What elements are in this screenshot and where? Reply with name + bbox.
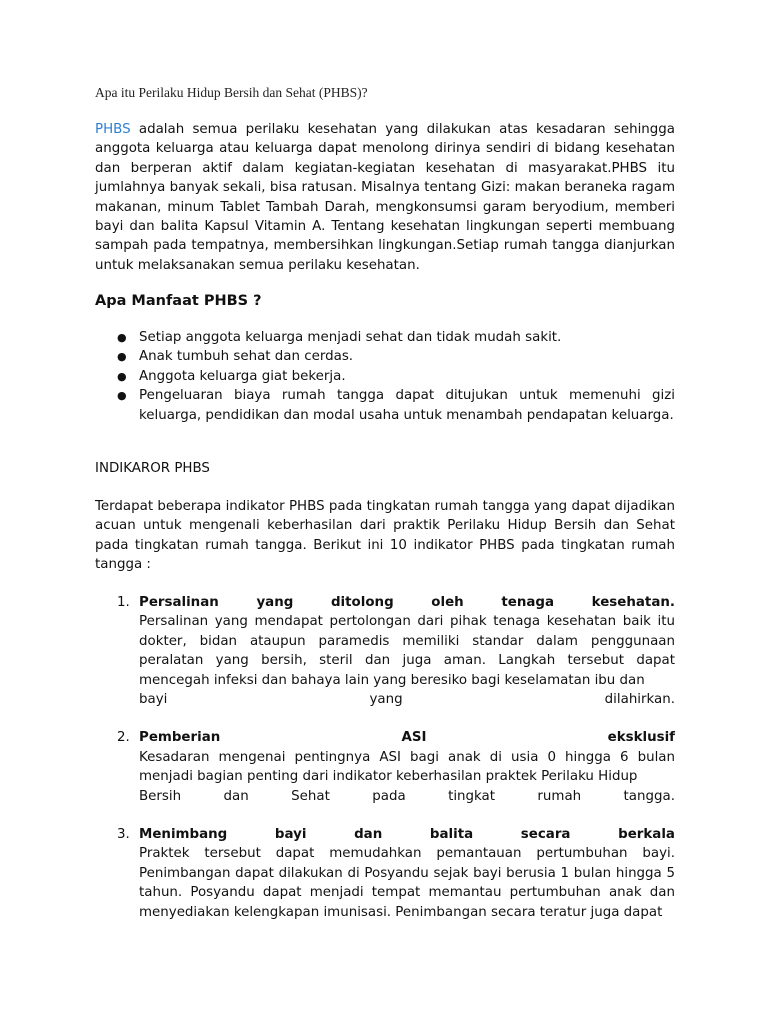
document-title: Apa itu Perilaku Hidup Bersih dan Sehat (PHBS)? xyxy=(95,85,368,100)
item-heading: Menimbang bayi dan balita secara berkala xyxy=(139,827,675,843)
indikator-item-3 xyxy=(95,825,675,922)
bullet-icon: ● xyxy=(117,350,127,364)
phbs-term: PHBS xyxy=(95,122,131,137)
item-body-last-line: Bersih dan Sehat pada tingkat rumah tangga. xyxy=(139,788,675,804)
list-item: ● Anggota keluarga giat bekerja. xyxy=(95,367,675,386)
item-heading: Persalinan yang ditolong oleh tenaga kesehatan. xyxy=(139,595,675,610)
indikator-item-2 xyxy=(95,728,675,806)
item-body: Kesadaran mengenai pentingnya ASI bagi anak di usia 0 hingga 6 bulan menjadi bagian penting dari indikator keberhasilan praktek Perilaku Hidup xyxy=(139,749,675,785)
manfaat-list xyxy=(95,328,675,425)
bullet-icon: ● xyxy=(117,389,127,403)
item-heading: Pemberian ASI eksklusif xyxy=(139,730,675,746)
bullet-icon: ● xyxy=(117,369,127,383)
item-body-last-line: bayi yang dilahirkan. xyxy=(139,692,675,708)
indikator-item-1 xyxy=(95,593,675,709)
list-item: ● Anak tumbuh sehat dan cerdas. xyxy=(95,347,675,366)
item-number: 2. xyxy=(117,730,130,746)
intro-paragraph xyxy=(95,120,675,275)
list-item: ● Pengeluaran biaya rumah tangga dapat ditujukan untuk memenuhi gizi keluarga, pendidikan dan modal usaha untuk menambah pendapatan keluarga. xyxy=(117,388,675,423)
item-body: Persalinan yang mendapat pertolongan dari pihak tenaga kesehatan baik itu dokter, bidan ataupun paramedis memiliki standar dalam penggunaan peralatan yang bersih, steril dan juga aman. Langkah tersebut dapat mencegah infeksi dan bahaya lain yang beresiko bagi keselamatan ibu dan xyxy=(139,614,675,688)
indikator-list xyxy=(95,593,675,941)
item-number: 1. xyxy=(117,595,130,610)
bullet-icon: ● xyxy=(117,331,127,344)
item-number: 3. xyxy=(117,827,130,843)
manfaat-heading: Apa Manfaat PHBS ? xyxy=(95,293,262,309)
indikator-paragraph: Terdapat beberapa indikator PHBS pada tingkatan rumah tangga yang dapat dijadikan acuan untuk mengenali keberhasilan dari praktik Perilaku Hidup Bersih dan Sehat pada tingkatan rumah tangga. Berikut ini 10 indikator PHBS pada tingkatan rumah tangga : xyxy=(95,499,675,573)
list-item: ● Setiap anggota keluarga menjadi sehat dan tidak mudah sakit. xyxy=(95,328,675,347)
intro-text: adalah semua perilaku kesehatan yang dilakukan atas kesadaran sehingga anggota keluarga atau keluarga dapat menolong dirinya sendiri di bidang kesehatan dan berperan aktif dalam kegiatan-kegiatan kesehatan di masyarakat.PHBS itu jumlahnya banyak sekali, bisa ratusan. Misalnya tentang Gizi: makan beraneka ragam makanan, minum Tablet Tambah Darah, mengkonsumsi garam beryodium, memberi bayi dan balita Kapsul Vitamin A. Tentang kesehatan lingkungan seperti membuang sampah pada tempatnya, membersihkan lingkungan.Setiap rumah tangga dianjurkan untuk melaksanakan semua perilaku kesehatan. xyxy=(95,122,675,273)
item-body: Praktek tersebut dapat memudahkan pemantauan pertumbuhan bayi. Penimbangan dapat dilakukan di Posyandu sejak bayi berusia 1 bulan hingga 5 tahun. Posyandu dapat menjadi tempat memantau pertumbuhan anak dan menyediakan kelengkapan imunisasi. Penimbangan secara teratur juga dapat xyxy=(139,846,675,920)
indikator-heading: INDIKAROR PHBS xyxy=(95,461,210,476)
